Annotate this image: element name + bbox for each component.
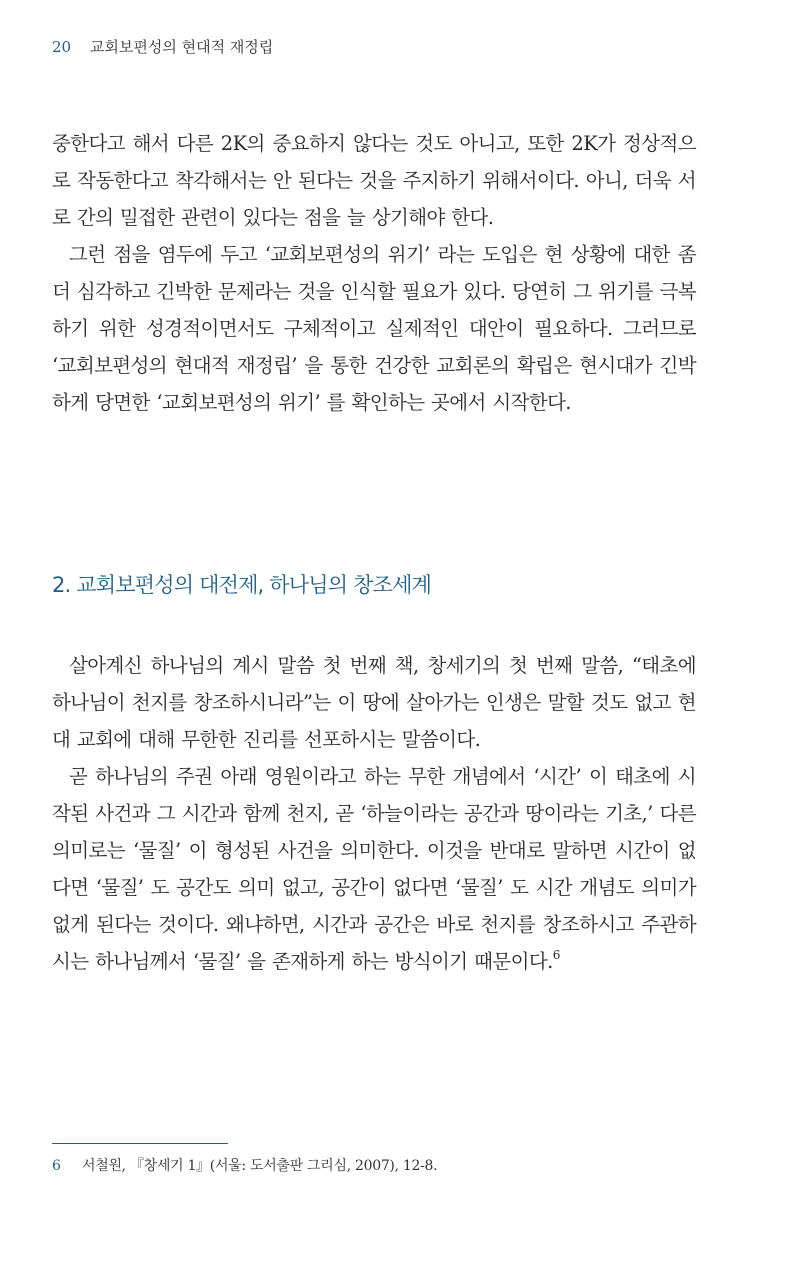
paragraph: 그런 점을 염두에 두고 ‘교회보편성의 위기’ 라는 도입은 현 상황에 대한 좀 더 심각하고 긴박한 문제라는 것을 인식할 필요가 있다. 당연히 그 위기를 극복하기 위한 성경적이면서도 구체적이고 실제적인 대안이 필요하다. 그러므로 ‘교회보편성의 현대적 재정립’ 을 통한 건강한 교회론의 확립은 현시대가 긴박하게 당면한 ‘교회보편성의 위기’ 를 확인하는 곳에서 시작한다. [52, 243, 696, 414]
paragraph-text: 곧 하나님의 주권 아래 영원이라고 하는 무한 개념에서 ‘시간’ 이 태초에 시작된 사건과 그 시간과 함께 천지, 곧 ‘하늘이라는 공간과 땅이라는 기초,’ 다른 의미로는 ‘물질’ 이 형성된 사건을 의미한다. 이것을 반대로 말하면 시간이 없다면 ‘물질’ 도 공간도 의미 없고, 공간이 없다면 ‘물질’ 도 시간 개념도 의미가 없게 된다는 것이다. 왜냐하면, 시간과 공간은 바로 천지를 창조하시고 주관하시는 하나님께서 ‘물질’ 을 존재하게 하는 방식이기 때문이다. [52, 765, 696, 973]
page-number: 20 [52, 38, 72, 56]
footnote-reference[interactable]: 6 [552, 948, 560, 962]
body-text-upper [52, 125, 696, 421]
footnote-text: 서철원, 『창세기 1』(서울: 도서출판 그리심, 2007), 12-8. [82, 1158, 438, 1174]
paragraph-continued: 중한다고 해서 다른 2K의 중요하지 않다는 것도 아니고, 또한 2K가 정상적으로 작동한다고 착각해서는 안 된다는 것을 주지하기 위해서이다. 아니, 더욱 서로 간의 밀접한 관련이 있다는 점을 늘 상기해야 한다. [52, 132, 696, 229]
footnote-divider [52, 1143, 228, 1144]
footnote [52, 1155, 437, 1175]
footnote-number: 6 [52, 1158, 61, 1174]
body-text-lower [52, 647, 696, 980]
paragraph-with-footnote [52, 758, 696, 980]
book-title: 교회보편성의 현대적 재정립 [89, 38, 274, 56]
paragraph: 살아계신 하나님의 계시 말씀 첫 번째 책, 창세기의 첫 번째 말씀, “태초에 하나님이 천지를 창조하시니라”는 이 땅에 살아가는 인생은 말할 것도 없고 현대 교회에 대해 무한한 진리를 선포하시는 말씀이다. [52, 654, 696, 751]
section-heading: 2. 교회보편성의 대전제, 하나님의 창조세계 [52, 573, 432, 597]
running-header [52, 36, 273, 57]
